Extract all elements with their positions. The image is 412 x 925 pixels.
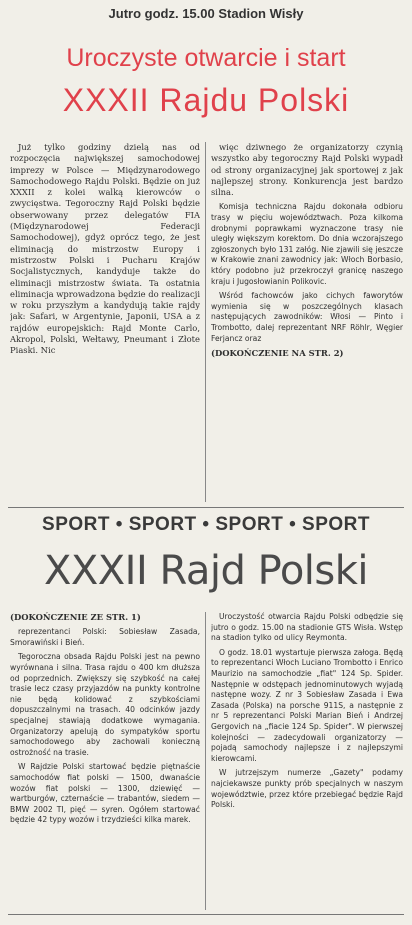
paragraph: W jutrzejszym numerze „Gazety" podamy najciekawsze punkty prób specjalnych w naszym województwie, przez które przebiegać będzie Rajd Polski. [211,768,403,810]
bottom-article-column-2 [211,612,403,912]
bottom-divider [8,914,404,915]
paragraph: O godz. 18.01 wystartuje pierwsza załoga. Będą to reprezentanci Włoch Luciano Trombotto i Enrico Maurizio na samochodzie „fiat" 124 Sp. Spider. Następnie w odstępach jednominutowych wyjadą następne wozy. Z nr 3 Sobiesław Zasada i Ewa Zasada (Polska) na porsche 911S, a następnie z nr 5 reprezentanci Polski Marian Bień i Andrzej Gergovich na „fiacie 124 Sp. Spider". W pierwszej kolejności — zadecydowali organizatorzy — pojadą samochody najlepsze i z najlepszymi kierowcami. [211,647,403,763]
column-divider [205,142,206,502]
paragraph: reprezentanci Polski: Sobiesław Zasada, Smorawiński i Bień. [10,627,200,647]
paragraph: więc dziwnego że organizatorzy czynią wszystko aby tegoroczny Rajd Polski wypadł od strony organizacyjnej jak sportowej z jak najlepszej strony. Konkurencja jest bardzo silna. [211,142,403,198]
top-article-column-2 [211,142,403,504]
paragraph: Komisja techniczna Rajdu dokonała odbioru trasy w pięciu województwach. Poza kilkoma drobnymi poprawkami wyznaczone trasy nie uległy większym korektom. Do dnia wczorajszego zgłoszonych było 131 załóg. Nie zjawili się jeszcze w Krakowie znani zawodnicy jak: Włoch Borbasio, który podobno już przekroczył granicę naszego kraju i Jugosłowianin Polikovic. [211,202,403,286]
bottom-article-column-1 [10,612,200,912]
continuation-note: (DOKOŃCZENIE ZE STR. 1) [10,612,141,622]
section-divider [8,507,404,508]
paragraph: Już tylko godziny dzielą nas od rozpoczęcia największej samochodowej imprezy w Polsce — Międzynarodowego Samochodowego Rajdu Polski. Będzie on już XXXII z kolei walką kierowców o zwycięstwa. Tegoroczny Rajd Polski będzie obserwowany przez delegatów FIA (Międzynarodowej Federacji Samochodowej), gdyż oprócz tego, że jest eliminacją do mistrzostw Europy i mistrzostw Polski i Pucharu Krajów Socjalistycznych, kandyduje także do eliminacji mistrzostw świata. Ta ostatnia eliminacja wprowadzona będzie do realizacji w roku przyszłym a kandydują takie rajdy jak: Safari, w Argentynie, Japonii, USA a z rajdów europejskich: Rajd Monte Carlo, Akropol, Polski, Wełtawy, Pneumant i Złote Piaski. Nic [10,142,200,356]
paragraph: W Rajdzie Polski startować będzie piętnaście samochodów fiat polski — 1500, dwanaście wozów fiat polski — 1300, dziewięć — wartburgów, czternaście — trabantów, siedem — BMW 2002 TI, pięć — syren. Ogółem startować będzie 42 typy wozów i trzydzieści kilka marek. [10,762,200,825]
paragraph: Uroczystość otwarcia Rajdu Polski odbędzie się jutro o godz. 15.00 na stadionie GTS Wisła. Wstęp na stadion tylko od ulicy Reymonta. [211,612,403,643]
paragraph: Tegoroczna obsada Rajdu Polski jest na pewno wyrównana i silna. Trasa rajdu o 400 km dłuższa od poprzednich. Zwiększy się szybkość na całej trasie lecz czasy przyjazdów na punkty kontrolne nie będą kolidować z szybkościami dopuszczalnymi na trasach. 40 odcinków jazdy specjalnej stawiają dodatkowe wymagania. Organizatorzy apelują do sympatyków sportu samochodowego aby zachowali konieczną ostrożność na trasie. [10,652,200,757]
column-divider [205,612,206,910]
top-article-column-1 [10,142,200,504]
headline-line-1: Uroczyste otwarcie i start [66,44,346,72]
paragraph: Wśród fachowców jako cichych faworytów wymienia się w poszczególnych klasach następujących zawodników: Włosi — Pinto i Trombotto, dalej reprezentant NRF Röhlr, Węgier Ferjancz oraz [211,291,403,343]
continuation-note: (DOKOŃCZENIE NA STR. 2) [211,348,344,359]
sport-section-bar: SPORT • SPORT • SPORT • SPORT [42,514,370,535]
kicker-headline: Jutro godz. 15.00 Stadion Wisły [108,6,304,21]
article-title: XXXII Rajd Polski [43,548,369,594]
headline-line-2: XXXII Rajdu Polski [62,82,350,118]
